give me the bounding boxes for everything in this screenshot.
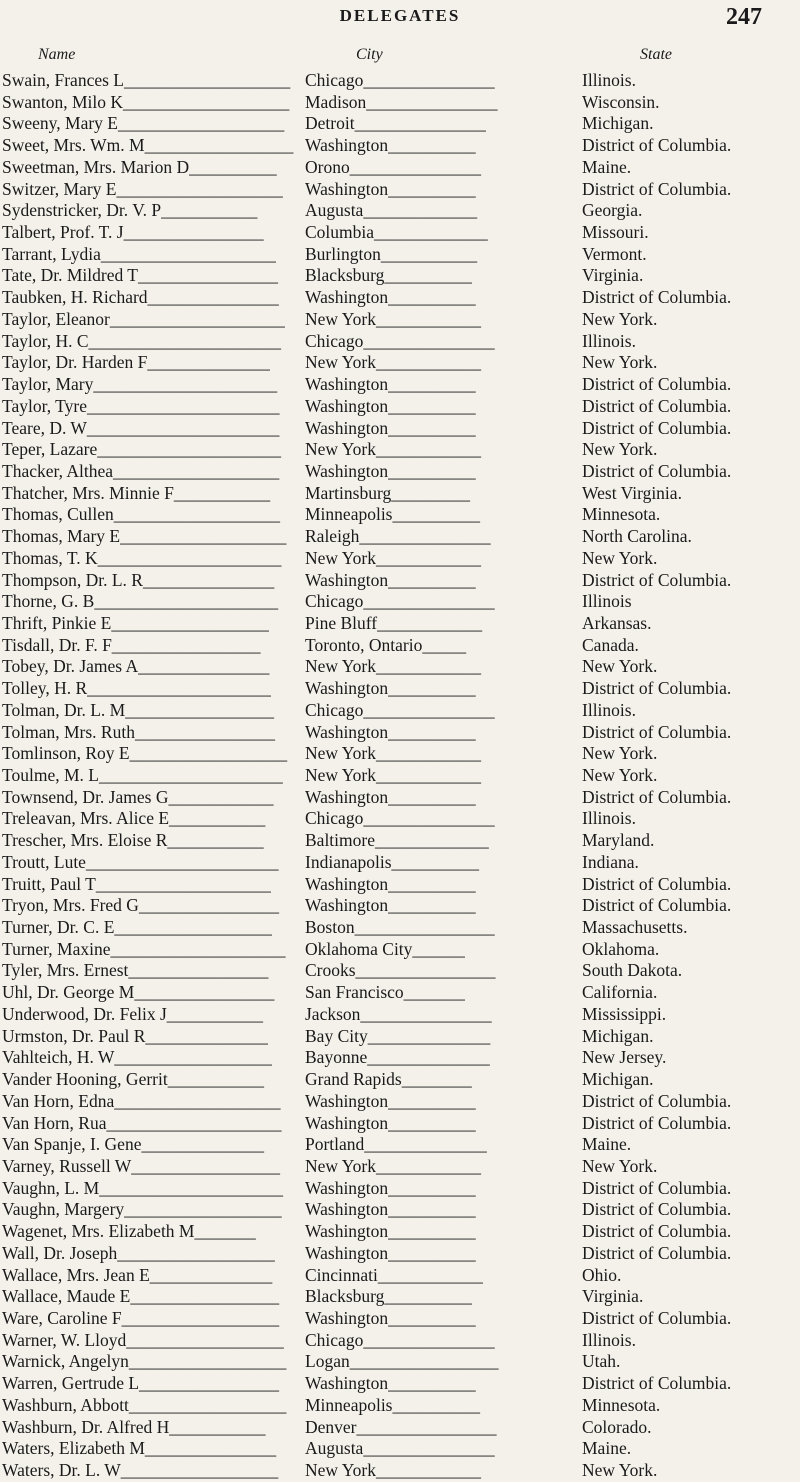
delegate-name: Warnick, Angelyn__________________ xyxy=(2,1351,287,1372)
delegate-name: Sweetman, Mrs. Marion D__________ xyxy=(2,156,277,177)
delegate-city: Washington__________ xyxy=(305,1221,476,1242)
delegate-state: District of Columbia. xyxy=(582,1242,732,1263)
delegate-city: Augusta_____________ xyxy=(305,200,478,221)
delegate-city: Cincinnati____________ xyxy=(305,1264,483,1285)
delegate-name: Wallace, Maude E_________________ xyxy=(2,1286,280,1307)
list-item xyxy=(0,439,800,461)
delegate-state: District of Columbia. xyxy=(582,569,732,590)
list-item xyxy=(0,939,800,961)
delegate-city: Chicago_______________ xyxy=(305,699,495,720)
delegate-state: New York. xyxy=(582,308,658,329)
column-headers xyxy=(0,46,800,70)
delegate-city: San Francisco_______ xyxy=(305,982,465,1003)
delegate-city: Portland______________ xyxy=(305,1134,487,1155)
list-item xyxy=(0,157,800,179)
delegate-name: Van Horn, Edna___________________ xyxy=(2,1090,281,1111)
delegate-name: Wallace, Mrs. Jean E______________ xyxy=(2,1264,273,1285)
list-item xyxy=(0,352,800,374)
delegate-state: District of Columbia. xyxy=(582,1307,732,1328)
list-item xyxy=(0,960,800,982)
delegate-state: District of Columbia. xyxy=(582,178,732,199)
delegate-state: Virginia. xyxy=(582,1286,644,1307)
list-item xyxy=(0,526,800,548)
delegate-city: New York____________ xyxy=(305,1155,481,1176)
delegate-state: Michigan. xyxy=(582,1069,654,1090)
delegate-city: Pine Bluff____________ xyxy=(305,612,483,633)
delegate-name: Tolley, H. R_____________________ xyxy=(2,678,271,699)
delegate-name: Urmston, Dr. Paul R______________ xyxy=(2,1025,268,1046)
list-item xyxy=(0,1156,800,1178)
delegate-state: South Dakota. xyxy=(582,960,683,981)
delegate-name: Sweeny, Mary E___________________ xyxy=(2,113,285,134)
delegate-name: Thatcher, Mrs. Minnie F___________ xyxy=(2,482,271,503)
delegate-city: Washington__________ xyxy=(305,374,476,395)
delegate-city: Washington__________ xyxy=(305,178,476,199)
running-head: DELEGATES xyxy=(339,6,461,25)
delegate-city: Columbia_____________ xyxy=(305,222,488,243)
delegate-city: Washington__________ xyxy=(305,395,476,416)
delegate-city: Logan_________________ xyxy=(305,1351,499,1372)
delegate-state: New York. xyxy=(582,1460,658,1480)
delegate-state: Illinois. xyxy=(582,330,636,351)
delegate-state: District of Columbia. xyxy=(582,1090,732,1111)
delegate-state: District of Columbia. xyxy=(582,873,732,894)
delegate-city: New York____________ xyxy=(305,765,481,785)
delegate-state: Vermont. xyxy=(582,243,647,264)
list-item xyxy=(0,1091,800,1113)
delegate-city: Bay City______________ xyxy=(305,1025,491,1046)
delegate-name: Troutt, Lute______________________ xyxy=(2,851,279,872)
delegate-name: Vaughn, L. M_____________________ xyxy=(2,1177,283,1198)
list-item xyxy=(0,678,800,700)
delegate-city: Madison_______________ xyxy=(305,91,498,112)
delegate-city: Bayonne______________ xyxy=(305,1047,490,1068)
delegate-city: Chicago_______________ xyxy=(305,1329,495,1350)
list-item xyxy=(0,1178,800,1200)
delegate-state: Wisconsin. xyxy=(582,91,660,112)
delegate-city: Washington__________ xyxy=(305,287,476,308)
delegate-state: District of Columbia. xyxy=(582,287,732,308)
column-header-name: Name xyxy=(38,46,76,63)
delegate-state: California. xyxy=(582,982,658,1003)
delegate-state: Massachusetts. xyxy=(582,917,688,938)
delegate-name: Warren, Gertrude L________________ xyxy=(2,1373,280,1394)
list-item xyxy=(0,1069,800,1091)
delegate-name: Thomas, T. K_____________________ xyxy=(2,547,282,568)
delegate-name: Tolman, Mrs. Ruth________________ xyxy=(2,721,275,742)
list-item xyxy=(0,113,800,135)
delegate-city: Raleigh_______________ xyxy=(305,526,491,547)
delegate-name: Thomas, Mary E___________________ xyxy=(2,526,287,547)
delegate-state: Missouri. xyxy=(582,222,649,243)
delegate-name: Ware, Caroline F__________________ xyxy=(2,1307,280,1328)
delegate-city: Toronto, Ontario_____ xyxy=(305,634,467,655)
delegate-state: New York. xyxy=(582,1155,658,1176)
delegate-city: Minneapolis__________ xyxy=(305,504,480,525)
list-item xyxy=(0,591,800,613)
delegate-name: Tomlinson, Roy E__________________ xyxy=(2,743,288,764)
delegate-state: District of Columbia. xyxy=(582,395,732,416)
delegate-state: New York. xyxy=(582,547,658,568)
list-item xyxy=(0,1113,800,1135)
delegate-city: Chicago_______________ xyxy=(305,808,495,829)
delegate-name: Townsend, Dr. James G____________ xyxy=(2,786,274,807)
delegate-city: New York____________ xyxy=(305,656,481,677)
list-item xyxy=(0,200,800,222)
delegate-state: New York. xyxy=(582,765,658,785)
delegate-name: Washburn, Abbott__________________ xyxy=(2,1394,287,1415)
delegate-city: Washington__________ xyxy=(305,1242,476,1263)
delegate-name: Talbert, Prof. T. J________________ xyxy=(2,222,264,243)
delegate-name: Thomas, Cullen___________________ xyxy=(2,504,281,525)
delegate-name: Tryon, Mrs. Fred G________________ xyxy=(2,895,279,916)
delegate-state: New York. xyxy=(582,743,658,764)
delegate-name: Wagenet, Mrs. Elizabeth M_______ xyxy=(2,1221,256,1242)
list-item xyxy=(0,396,800,418)
delegate-name: Tolman, Dr. L. M_________________ xyxy=(2,699,274,720)
delegate-state: Oklahoma. xyxy=(582,938,660,959)
delegate-name: Vander Hooning, Gerrit___________ xyxy=(2,1069,264,1090)
delegate-city: Indianapolis__________ xyxy=(305,851,480,872)
delegate-state: Colorado. xyxy=(582,1416,652,1437)
delegate-name: Warner, W. Lloyd__________________ xyxy=(2,1329,284,1350)
delegate-city: Washington__________ xyxy=(305,1373,476,1394)
list-item xyxy=(0,852,800,874)
list-item xyxy=(0,70,800,92)
list-item xyxy=(0,179,800,201)
delegate-city: Washington__________ xyxy=(305,721,476,742)
page-header xyxy=(0,0,800,40)
delegate-city: Burlington___________ xyxy=(305,243,478,264)
list-item xyxy=(0,1460,800,1482)
column-header-state: State xyxy=(640,46,672,63)
list-item xyxy=(0,895,800,917)
delegate-city: Chicago_______________ xyxy=(305,70,495,90)
list-item xyxy=(0,92,800,114)
delegate-city: Washington__________ xyxy=(305,1112,476,1133)
list-item xyxy=(0,982,800,1004)
list-item xyxy=(0,1047,800,1069)
delegate-name: Taylor, Eleanor____________________ xyxy=(2,308,285,329)
list-item xyxy=(0,830,800,852)
list-item xyxy=(0,418,800,440)
delegate-state: Maryland. xyxy=(582,830,655,851)
delegate-state: District of Columbia. xyxy=(582,678,732,699)
list-item xyxy=(0,548,800,570)
list-item xyxy=(0,1351,800,1373)
delegate-state: Maine. xyxy=(582,1438,632,1459)
delegate-city: Minneapolis__________ xyxy=(305,1394,480,1415)
delegate-state: District of Columbia. xyxy=(582,1221,732,1242)
delegate-city: Boston________________ xyxy=(305,917,495,938)
delegate-state: North Carolina. xyxy=(582,526,692,547)
list-item xyxy=(0,331,800,353)
delegate-city: Orono_______________ xyxy=(305,156,481,177)
list-item xyxy=(0,1221,800,1243)
delegate-name: Thacker, Althea___________________ xyxy=(2,460,280,481)
list-item xyxy=(0,917,800,939)
delegate-city: New York____________ xyxy=(305,743,481,764)
list-item xyxy=(0,765,800,787)
delegate-state: West Virginia. xyxy=(582,482,682,503)
delegate-name: Turner, Maxine____________________ xyxy=(2,938,286,959)
delegate-city: Washington__________ xyxy=(305,1307,476,1328)
list-item xyxy=(0,1243,800,1265)
delegate-name: Truitt, Paul T____________________ xyxy=(2,873,271,894)
delegate-name: Toulme, M. L_____________________ xyxy=(2,765,283,785)
list-item xyxy=(0,483,800,505)
delegate-city: Washington__________ xyxy=(305,417,476,438)
delegate-city: Augusta_______________ xyxy=(305,1438,495,1459)
delegate-city: Chicago_______________ xyxy=(305,330,495,351)
delegate-city: Washington__________ xyxy=(305,895,476,916)
delegate-list xyxy=(0,70,800,1482)
delegate-name: Vaughn, Margery__________________ xyxy=(2,1199,282,1220)
delegate-state: New York. xyxy=(582,439,658,460)
delegate-city: Blacksburg__________ xyxy=(305,1286,472,1307)
delegate-name: Sydenstricker, Dr. V. P___________ xyxy=(2,200,258,221)
delegate-state: Indiana. xyxy=(582,851,639,872)
list-item xyxy=(0,1265,800,1287)
delegate-name: Tarrant, Lydia____________________ xyxy=(2,243,276,264)
delegate-name: Treleavan, Mrs. Alice E___________ xyxy=(2,808,266,829)
delegate-state: District of Columbia. xyxy=(582,895,732,916)
delegate-city: Oklahoma City______ xyxy=(305,938,465,959)
delegate-state: New York. xyxy=(582,656,658,677)
delegate-state: Canada. xyxy=(582,634,639,655)
list-item xyxy=(0,635,800,657)
delegate-city: Detroit_______________ xyxy=(305,113,486,134)
delegate-name: Swain, Frances L___________________ xyxy=(2,70,291,90)
delegate-state: District of Columbia. xyxy=(582,1112,732,1133)
delegate-state: Illinois. xyxy=(582,808,636,829)
delegate-state: New York. xyxy=(582,352,658,373)
list-item xyxy=(0,1134,800,1156)
delegate-state: District of Columbia. xyxy=(582,786,732,807)
list-item xyxy=(0,504,800,526)
delegate-state: Michigan. xyxy=(582,113,654,134)
delegate-name: Sweet, Mrs. Wm. M_________________ xyxy=(2,135,294,156)
delegate-state: Illinois. xyxy=(582,1329,636,1350)
delegate-state: District of Columbia. xyxy=(582,135,732,156)
delegate-city: Martinsburg_________ xyxy=(305,482,470,503)
delegate-name: Waters, Elizabeth M_______________ xyxy=(2,1438,277,1459)
list-item xyxy=(0,787,800,809)
delegate-name: Swanton, Milo K___________________ xyxy=(2,91,290,112)
delegate-state: New Jersey. xyxy=(582,1047,667,1068)
list-item xyxy=(0,1330,800,1352)
column-header-city: City xyxy=(356,46,383,63)
list-item xyxy=(0,656,800,678)
list-item xyxy=(0,1438,800,1460)
delegate-name: Washburn, Dr. Alfred H___________ xyxy=(2,1416,266,1437)
list-item xyxy=(0,287,800,309)
delegate-city: New York____________ xyxy=(305,1460,481,1480)
list-item xyxy=(0,1286,800,1308)
list-item xyxy=(0,1308,800,1330)
list-item xyxy=(0,1026,800,1048)
delegate-state: Maine. xyxy=(582,1134,632,1155)
delegate-state: Ohio. xyxy=(582,1264,622,1285)
delegate-name: Trescher, Mrs. Eloise R___________ xyxy=(2,830,264,851)
list-item xyxy=(0,1417,800,1439)
delegate-city: New York____________ xyxy=(305,308,481,329)
list-item xyxy=(0,808,800,830)
list-item xyxy=(0,613,800,635)
list-item xyxy=(0,1199,800,1221)
delegate-city: New York____________ xyxy=(305,352,481,373)
delegate-state: Michigan. xyxy=(582,1025,654,1046)
list-item xyxy=(0,135,800,157)
delegate-name: Tisdall, Dr. F. F_________________ xyxy=(2,634,261,655)
delegate-name: Turner, Dr. C. E__________________ xyxy=(2,917,272,938)
delegate-name: Varney, Russell W_________________ xyxy=(2,1155,281,1176)
delegate-city: Washington__________ xyxy=(305,1199,476,1220)
delegate-name: Tate, Dr. Mildred T________________ xyxy=(2,265,278,286)
list-item xyxy=(0,700,800,722)
delegate-city: New York____________ xyxy=(305,547,481,568)
delegate-state: Minnesota. xyxy=(582,504,661,525)
delegate-state: District of Columbia. xyxy=(582,721,732,742)
delegate-name: Wall, Dr. Joseph__________________ xyxy=(2,1242,275,1263)
list-item xyxy=(0,874,800,896)
delegate-name: Thompson, Dr. L. R_______________ xyxy=(2,569,275,590)
list-item xyxy=(0,244,800,266)
delegate-city: Washington__________ xyxy=(305,678,476,699)
delegate-state: Mississippi. xyxy=(582,1003,667,1024)
delegate-name: Van Horn, Rua____________________ xyxy=(2,1112,282,1133)
delegate-state: Maine. xyxy=(582,156,632,177)
delegate-state: Arkansas. xyxy=(582,612,652,633)
delegate-city: Chicago_______________ xyxy=(305,591,495,612)
delegate-state: District of Columbia. xyxy=(582,1373,732,1394)
delegate-name: Switzer, Mary E___________________ xyxy=(2,178,283,199)
delegate-name: Van Spanje, I. Gene______________ xyxy=(2,1134,264,1155)
list-item xyxy=(0,1373,800,1395)
list-item xyxy=(0,743,800,765)
delegate-name: Uhl, Dr. George M________________ xyxy=(2,982,275,1003)
list-item xyxy=(0,1395,800,1417)
delegate-city: Washington__________ xyxy=(305,135,476,156)
delegate-state: Minnesota. xyxy=(582,1394,661,1415)
delegate-city: Washington__________ xyxy=(305,1177,476,1198)
delegate-name: Tobey, Dr. James A_______________ xyxy=(2,656,270,677)
delegate-city: Washington__________ xyxy=(305,873,476,894)
delegate-name: Taylor, Dr. Harden F______________ xyxy=(2,352,270,373)
delegate-city: Denver________________ xyxy=(305,1416,497,1437)
delegate-name: Teper, Lazare_____________________ xyxy=(2,439,281,460)
list-item xyxy=(0,309,800,331)
delegate-city: Blacksburg__________ xyxy=(305,265,472,286)
delegate-name: Taylor, Tyre______________________ xyxy=(2,395,280,416)
delegate-state: Illinois xyxy=(582,591,632,612)
delegate-city: Baltimore_____________ xyxy=(305,830,489,851)
delegate-city: Washington__________ xyxy=(305,569,476,590)
delegate-name: Thrift, Pinkie E__________________ xyxy=(2,612,269,633)
delegate-state: Illinois. xyxy=(582,699,636,720)
delegate-city: Washington__________ xyxy=(305,1090,476,1111)
list-item xyxy=(0,461,800,483)
delegate-name: Taubken, H. Richard_______________ xyxy=(2,287,279,308)
delegate-state: Illinois. xyxy=(582,70,636,90)
delegate-state: District of Columbia. xyxy=(582,460,732,481)
delegate-city: Grand Rapids________ xyxy=(305,1069,472,1090)
delegate-city: New York____________ xyxy=(305,439,481,460)
delegate-name: Underwood, Dr. Felix J___________ xyxy=(2,1003,264,1024)
delegate-name: Taylor, H. C______________________ xyxy=(2,330,282,351)
delegate-state: Georgia. xyxy=(582,200,643,221)
page-number: 247 xyxy=(726,4,762,30)
delegate-name: Waters, Dr. L. W__________________ xyxy=(2,1460,279,1480)
delegate-city: Jackson_______________ xyxy=(305,1003,492,1024)
list-item xyxy=(0,722,800,744)
delegate-name: Tyler, Mrs. Ernest________________ xyxy=(2,960,269,981)
list-item xyxy=(0,265,800,287)
delegate-state: District of Columbia. xyxy=(582,1177,732,1198)
delegate-state: District of Columbia. xyxy=(582,417,732,438)
list-item xyxy=(0,570,800,592)
delegate-state: District of Columbia. xyxy=(582,1199,732,1220)
delegate-name: Taylor, Mary_____________________ xyxy=(2,374,278,395)
list-item xyxy=(0,1004,800,1026)
delegate-city: Washington__________ xyxy=(305,786,476,807)
delegate-state: Utah. xyxy=(582,1351,621,1372)
delegate-state: Virginia. xyxy=(582,265,644,286)
delegate-city: Crooks________________ xyxy=(305,960,496,981)
delegate-name: Teare, D. W______________________ xyxy=(2,417,280,438)
list-item xyxy=(0,222,800,244)
list-item xyxy=(0,374,800,396)
delegate-name: Vahlteich, H. W__________________ xyxy=(2,1047,272,1068)
delegate-state: District of Columbia. xyxy=(582,374,732,395)
delegate-name: Thorne, G. B_____________________ xyxy=(2,591,279,612)
delegate-city: Washington__________ xyxy=(305,460,476,481)
